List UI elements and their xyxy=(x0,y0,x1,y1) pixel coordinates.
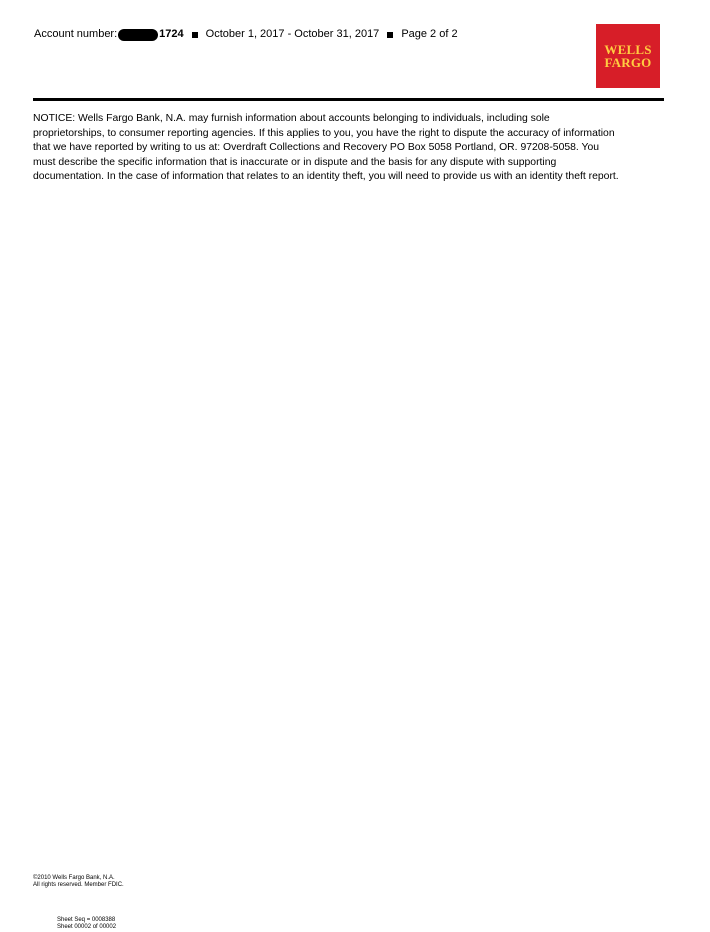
bullet-separator-icon xyxy=(387,32,393,38)
notice-text: NOTICE: Wells Fargo Bank, N.A. may furnish information about accounts belonging to individuals, including sole proprietorships, to consumer reporting agencies. If this applies to you, you have the right to dispute the accuracy of information that we have reported by writing to us at: Overdraft Collections and Recovery PO Box 5058 Portland, OR. 97208-5058. You must describe the specific information that is inaccurate or in dispute and the basis for any dispute with supporting documentation. In the case of information that relates to an identity theft, you will need to provide us with an identity theft report. xyxy=(33,113,619,182)
sheet-info xyxy=(57,917,116,931)
statement-header xyxy=(34,28,458,41)
statement-period: October 1, 2017 - October 31, 2017 xyxy=(205,28,380,40)
sheet-sequence: Sheet Seq = 0008388 xyxy=(57,917,116,923)
page-indicator: Page 2 of 2 xyxy=(401,28,458,40)
copyright-line-1: ©2010 Wells Fargo Bank, N.A. xyxy=(33,875,115,881)
account-number-suffix: 1724 xyxy=(159,28,184,40)
logo-line-1: WELLS xyxy=(604,42,652,57)
account-number-label: Account number: xyxy=(34,28,118,40)
copyright-line-2: All rights reserved. Member FDIC. xyxy=(33,882,124,888)
logo-line-2: FARGO xyxy=(604,55,652,70)
header-divider xyxy=(33,98,664,101)
notice-section xyxy=(33,112,623,185)
copyright-block xyxy=(33,875,124,889)
bullet-separator-icon xyxy=(192,32,198,38)
account-number-redaction xyxy=(118,29,158,41)
sheet-count: Sheet 00002 of 00002 xyxy=(57,924,117,930)
wells-fargo-logo xyxy=(596,24,660,88)
